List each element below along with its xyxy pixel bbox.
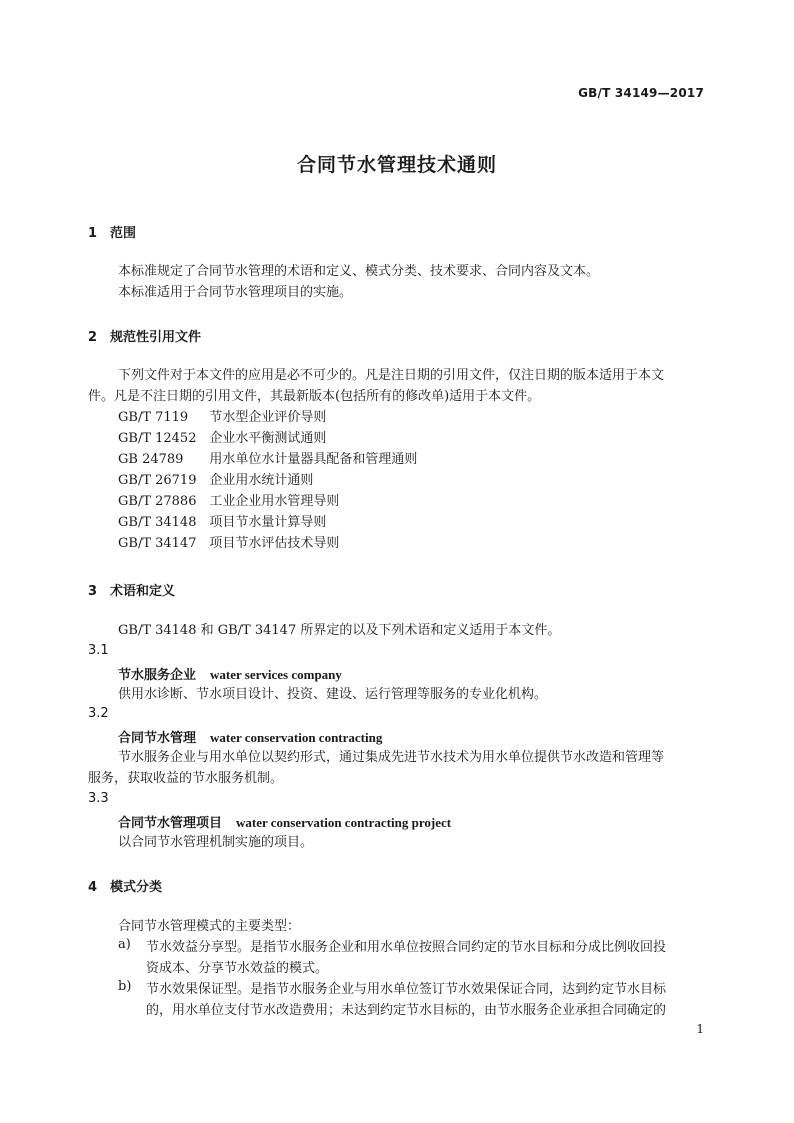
list-item-text: 节水效果保证型。是指节水服务企业与用水单位签订节水效果保证合同，达到约定节水目标 xyxy=(146,982,667,997)
section-number: 2 xyxy=(88,330,98,345)
section-number: 1 xyxy=(88,226,98,241)
reference-code: GB/T 26719 xyxy=(118,473,197,488)
reference-title: 项目节水评估技术导则 xyxy=(209,536,340,551)
reference-item xyxy=(118,470,313,491)
reference-code: GB/T 7119 xyxy=(118,410,189,425)
reference-title: 企业水平衡测试通则 xyxy=(209,431,327,446)
term-definition: 节水服务企业与用水单位以契约形式，通过集成先进节水技术为用水单位提供节水改造和管理等 xyxy=(118,750,665,765)
reference-title: 用水单位水计量器具配备和管理通则 xyxy=(209,452,418,467)
document-title: 合同节水管理技术通则 xyxy=(296,154,497,176)
list-item-text: 的，用水单位支付节水改造费用；未达到约定节水目标的，由节水服务企业承担合同确定的 xyxy=(146,1003,667,1018)
term-number: 3.2 xyxy=(88,706,109,721)
reference-item xyxy=(118,407,326,428)
section-1-para-1: 本标准规定了合同节水管理的术语和定义、模式分类、技术要求、合同内容及文本。 xyxy=(118,264,600,279)
term-definition: 供用水诊断、节水项目设计、投资、建设、运行管理等服务的专业化机构。 xyxy=(118,687,548,702)
term-heading xyxy=(118,812,451,831)
term-zh: 节水服务企业 xyxy=(118,668,197,683)
list-item-text: 节水效益分享型。是指节水服务企业和用水单位按照合同约定的节水目标和分成比例收回投 xyxy=(146,940,667,955)
list-item-text: 资成本、分享节水效益的模式。 xyxy=(146,961,329,976)
term-zh: 合同节水管理 xyxy=(118,731,197,746)
section-title: 模式分类 xyxy=(110,880,163,895)
reference-code: GB 24789 xyxy=(118,452,184,467)
page-number: 1 xyxy=(696,1022,704,1036)
section-1-para-2: 本标准适用于合同节水管理项目的实施。 xyxy=(118,285,353,300)
term-definition: 以合同节水管理机制实施的项目。 xyxy=(118,835,314,850)
reference-title: 工业企业用水管理导则 xyxy=(209,494,340,509)
reference-item xyxy=(118,491,339,512)
term-heading xyxy=(118,727,382,746)
reference-item xyxy=(118,449,417,470)
term-en: water conservation contracting project xyxy=(236,815,452,830)
reference-title: 企业用水统计通则 xyxy=(209,473,314,488)
term-definition: 服务，获取收益的节水服务机制。 xyxy=(88,771,284,786)
reference-code: GB/T 34147 xyxy=(118,536,197,551)
list-marker: b) xyxy=(118,979,132,994)
section-4-heading xyxy=(88,876,162,895)
section-title: 术语和定义 xyxy=(110,584,176,599)
section-title: 规范性引用文件 xyxy=(110,330,202,345)
list-marker: a) xyxy=(118,937,131,952)
reference-code: GB/T 27886 xyxy=(118,494,197,509)
reference-item xyxy=(118,512,326,533)
section-3-intro: GB/T 34148 和 GB/T 34147 所界定的以及下列术语和定义适用于本文件。 xyxy=(118,623,561,638)
section-3-heading xyxy=(88,580,175,599)
section-number: 4 xyxy=(88,880,98,895)
section-number: 3 xyxy=(88,584,98,599)
term-en: water services company xyxy=(210,667,342,682)
section-title: 范围 xyxy=(110,226,137,241)
section-2-intro-line-2: 件。凡是不注日期的引用文件，其最新版本(包括所有的修改单)适用于本文件。 xyxy=(88,389,541,404)
reference-code: GB/T 34148 xyxy=(118,515,197,530)
term-heading xyxy=(118,664,342,683)
term-en: water conservation contracting xyxy=(210,730,383,745)
section-4-intro: 合同节水管理模式的主要类型： xyxy=(118,919,301,934)
term-number: 3.3 xyxy=(88,791,109,806)
section-1-heading xyxy=(88,222,136,241)
reference-item xyxy=(118,533,339,554)
term-zh: 合同节水管理项目 xyxy=(118,816,223,831)
standard-code: GB/T 34149—2017 xyxy=(578,86,704,100)
section-2-heading xyxy=(88,326,201,345)
reference-title: 项目节水量计算导则 xyxy=(209,515,327,530)
term-number: 3.1 xyxy=(88,643,109,658)
section-2-intro-line-1: 下列文件对于本文件的应用是必不可少的。凡是注日期的引用文件，仅注日期的版本适用于本文 xyxy=(118,368,665,383)
reference-title: 节水型企业评价导则 xyxy=(209,410,327,425)
reference-item xyxy=(118,428,326,449)
reference-code: GB/T 12452 xyxy=(118,431,197,446)
